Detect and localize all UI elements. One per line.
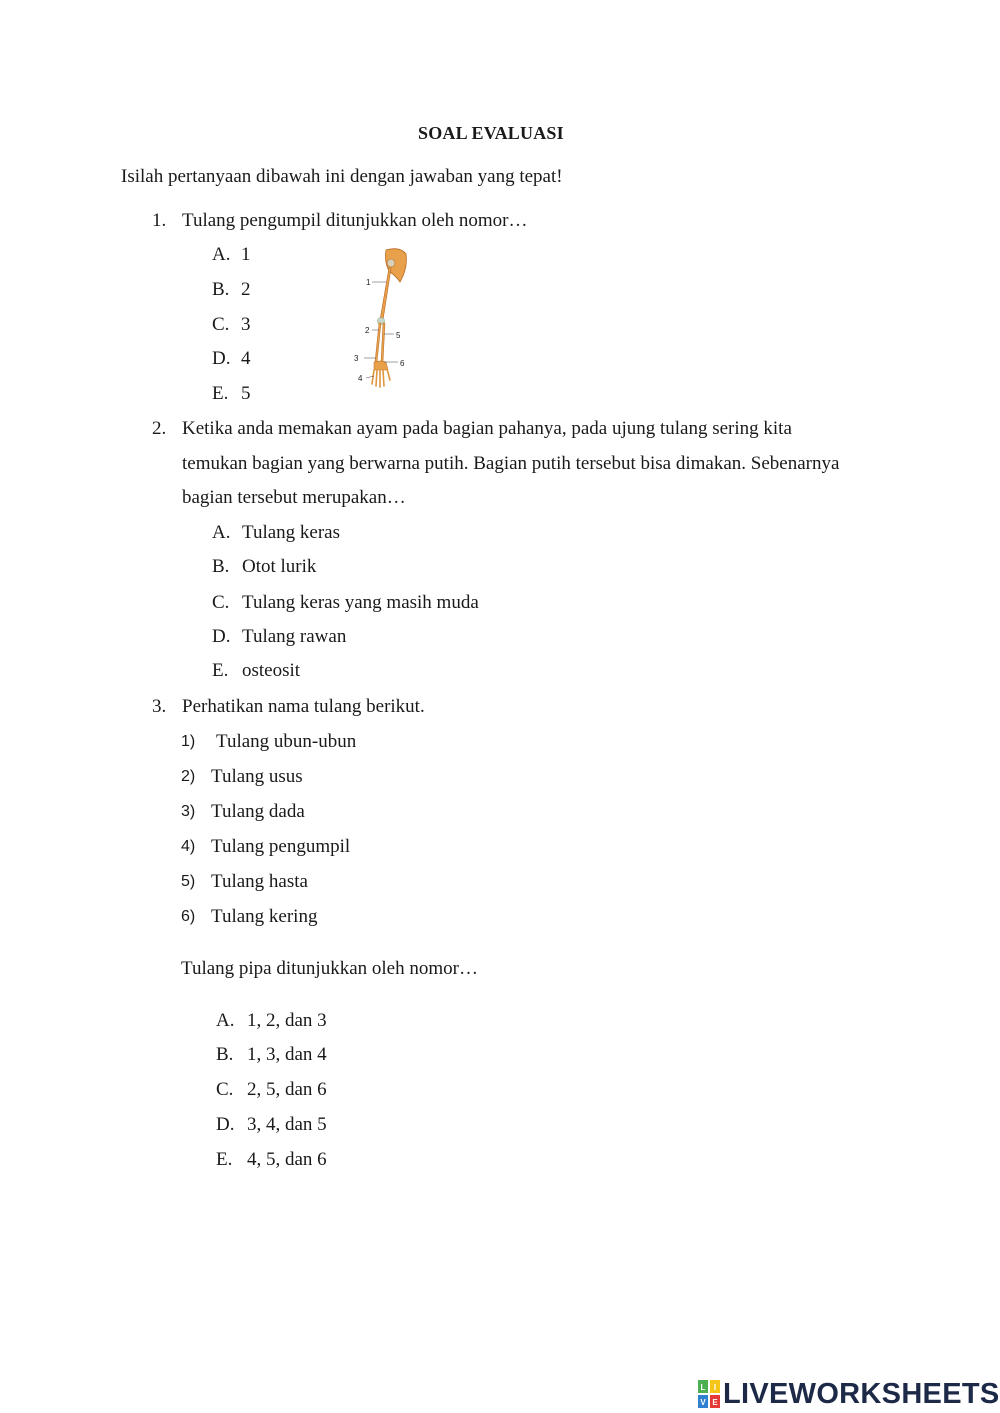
list-item: Tulang hasta: [211, 871, 308, 892]
list-item: Tulang kering: [211, 906, 318, 927]
option-letter: D.: [216, 1114, 235, 1135]
instruction-text: Isilah pertanyaan dibawah ini dengan jawaban yang tepat!: [121, 166, 563, 187]
wrist-shape: [374, 361, 388, 370]
option-letter: E.: [216, 1149, 233, 1170]
option-e[interactable]: 5: [241, 383, 251, 404]
list-item-number: 5): [181, 873, 196, 890]
option-letter: A.: [212, 522, 231, 543]
figure-label-2: 2: [365, 326, 370, 335]
question-text: Perhatikan nama tulang berikut.: [182, 696, 425, 717]
option-d[interactable]: Tulang rawan: [242, 626, 347, 647]
list-item: Tulang pengumpil: [211, 836, 351, 857]
question-text-line: temukan bagian yang berwarna putih. Bagian putih tersebut bisa dimakan. Sebenarnya: [182, 453, 840, 474]
logo-text: LIVEWORKSHEETS: [723, 1377, 1000, 1410]
list-item-number: 6): [181, 908, 196, 925]
option-letter: A.: [216, 1010, 235, 1031]
option-b[interactable]: 2: [241, 279, 251, 300]
humerus-shape: [380, 262, 392, 320]
arm-skeleton-figure: [350, 242, 414, 388]
option-letter: C.: [212, 592, 230, 613]
list-item-number: 4): [181, 838, 196, 855]
option-letter: A.: [212, 244, 231, 265]
figure-label-3: 3: [354, 354, 359, 363]
liveworksheets-logo[interactable]: [698, 1378, 1000, 1410]
radius-shape: [375, 323, 381, 362]
list-item: Tulang ubun-ubun: [216, 731, 357, 752]
option-b[interactable]: Otot lurik: [242, 556, 317, 577]
figure-label-6: 6: [400, 359, 405, 368]
option-e[interactable]: osteosit: [242, 660, 301, 681]
figure-label-1: 1: [366, 278, 371, 287]
logo-grid-icon: [698, 1380, 720, 1408]
option-letter: C.: [216, 1079, 234, 1100]
question-number: 3.: [152, 696, 167, 717]
option-letter: C.: [212, 314, 230, 335]
question-prompt: Tulang pipa ditunjukkan oleh nomor…: [181, 958, 478, 979]
option-c[interactable]: 3: [241, 314, 251, 335]
page-title: SOAL EVALUASI: [418, 123, 564, 143]
option-a[interactable]: 1, 2, dan 3: [247, 1010, 327, 1031]
option-d[interactable]: 3, 4, dan 5: [247, 1114, 327, 1135]
list-item-number: 2): [181, 768, 196, 785]
question-number: 1.: [152, 210, 167, 231]
option-b[interactable]: 1, 3, dan 4: [247, 1044, 327, 1065]
list-item-number: 3): [181, 803, 196, 820]
list-item: Tulang dada: [211, 801, 305, 822]
option-letter: E.: [212, 383, 229, 404]
option-letter: B.: [212, 556, 230, 577]
finger-bones: [372, 369, 390, 387]
option-c[interactable]: 2, 5, dan 6: [247, 1079, 327, 1100]
option-e[interactable]: 4, 5, dan 6: [247, 1149, 327, 1170]
figure-label-4: 4: [358, 374, 363, 383]
question-text-line: bagian tersebut merupakan…: [182, 487, 406, 508]
logo-letter: E: [712, 1398, 718, 1407]
list-item-number: 1): [181, 733, 196, 750]
logo-letter: I: [713, 1383, 717, 1392]
option-c[interactable]: Tulang keras yang masih muda: [242, 592, 479, 613]
option-letter: B.: [212, 279, 230, 300]
list-item: Tulang usus: [211, 766, 303, 787]
option-letter: E.: [212, 660, 229, 681]
option-a[interactable]: 1: [241, 244, 251, 265]
option-d[interactable]: 4: [241, 348, 251, 369]
option-letter: B.: [216, 1044, 234, 1065]
shoulder-joint: [387, 259, 395, 267]
ulna-shape: [381, 323, 385, 362]
logo-letter: V: [700, 1398, 706, 1407]
option-letter: D.: [212, 626, 231, 647]
question-number: 2.: [152, 418, 167, 439]
question-text-line: Ketika anda memakan ayam pada bagian pahanya, pada ujung tulang sering kita: [182, 418, 792, 439]
option-a[interactable]: Tulang keras: [242, 522, 340, 543]
logo-letter: L: [700, 1383, 706, 1392]
option-letter: D.: [212, 348, 231, 369]
figure-label-5: 5: [396, 331, 401, 340]
question-text: Tulang pengumpil ditunjukkan oleh nomor…: [182, 210, 528, 231]
